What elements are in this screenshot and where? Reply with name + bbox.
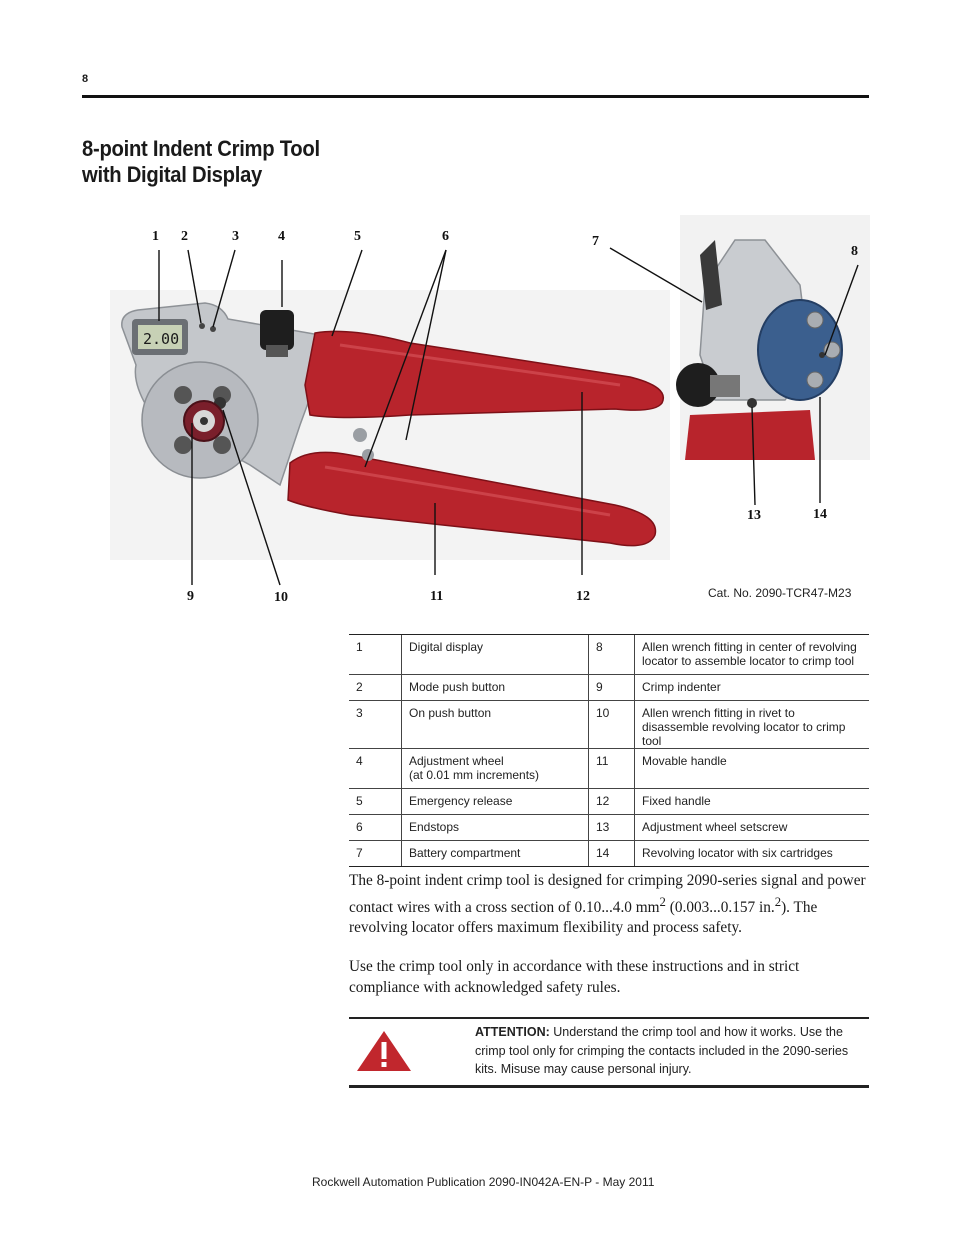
legend-description: Allen wrench fitting in rivet to disassemble revolving locator to crimp tool [635, 701, 870, 749]
legend-row [349, 635, 869, 675]
legend-description: Digital display [402, 635, 589, 675]
endstop-1 [353, 428, 367, 442]
digital-display [132, 319, 188, 355]
warning-triangle-icon [355, 1029, 413, 1073]
legend-description: Emergency release [402, 789, 589, 815]
legend-description: Adjustment wheel setscrew [635, 815, 870, 841]
display-reading: 2.00 [143, 330, 180, 348]
legend-description: Movable handle [635, 749, 870, 789]
callout-12: 12 [576, 589, 590, 604]
legend-number: 8 [589, 635, 635, 675]
legend-description: Battery compartment [402, 841, 589, 867]
legend-row [349, 815, 869, 841]
callout-11: 11 [430, 589, 444, 604]
locator-allen-fitting [819, 352, 825, 358]
intro-paragraph [349, 871, 869, 939]
callout-3: 3 [232, 229, 239, 244]
callout-9: 9 [187, 589, 194, 604]
legend-row [349, 749, 869, 789]
intro-superscript-2: 2 [774, 894, 782, 909]
crimp-tool-figure [110, 215, 870, 615]
intro-text-a: The 8-point indent crimp tool is designed for crimping 2090-series signal and power contact wires with a cross section of 0.10...4.0 mm [349, 872, 866, 916]
callout-7: 7 [592, 234, 599, 249]
callout-1: 1 [152, 229, 159, 244]
legend-number: 4 [349, 749, 402, 789]
callout-10: 10 [274, 590, 288, 605]
mode-button [199, 323, 205, 329]
usage-paragraph: Use the crimp tool only in accordance with these instructions and in strict compliance with acknowledged safety rules. [349, 958, 800, 996]
title-line-1: 8-point Indent Crimp Tool [82, 136, 320, 161]
callout-2: 2 [181, 229, 188, 244]
legend-number: 13 [589, 815, 635, 841]
intro-text-b: (0.003...0.157 in. [665, 898, 775, 916]
attention-label: ATTENTION: [475, 1025, 550, 1039]
legend-number: 1 [349, 635, 402, 675]
callout-6: 6 [442, 229, 449, 244]
legend-number: 6 [349, 815, 402, 841]
catalog-number: Cat. No. 2090-TCR47-M23 [708, 586, 852, 600]
legend-number: 7 [349, 841, 402, 867]
header-rule [82, 95, 869, 98]
legend-row [349, 675, 869, 701]
callout-14: 14 [813, 507, 827, 522]
revolving-locator [758, 300, 842, 400]
attention-text [475, 1023, 865, 1079]
legend-row [349, 789, 869, 815]
legend-number: 3 [349, 701, 402, 749]
legend-description: Adjustment wheel (at 0.01 mm increments) [402, 749, 589, 789]
legend-description: Mode push button [402, 675, 589, 701]
legend-number: 10 [589, 701, 635, 749]
setscrew [747, 398, 757, 408]
crimp-indenter [184, 401, 224, 441]
legend-number: 2 [349, 675, 402, 701]
title-line-2: with Digital Display [82, 162, 263, 187]
legend-number: 11 [589, 749, 635, 789]
legend-number: 5 [349, 789, 402, 815]
legend-description: Allen wrench fitting in center of revolving locator to assemble locator to crimp tool [635, 635, 870, 675]
page-title [82, 136, 320, 188]
callout-4: 4 [278, 229, 285, 244]
callout-8: 8 [851, 244, 858, 259]
legend-description: Fixed handle [635, 789, 870, 815]
attention-box [349, 1017, 869, 1088]
legend-row [349, 701, 869, 749]
callout-5: 5 [354, 229, 361, 244]
legend-row [349, 841, 869, 867]
intro-text-c: ). The revolving locator offers maximum flexibility and process safety. [349, 898, 818, 937]
legend-description: Revolving locator with six cartridges [635, 841, 870, 867]
legend-number: 12 [589, 789, 635, 815]
legend-number: 9 [589, 675, 635, 701]
footer: Rockwell Automation Publication 2090-IN042A-EN-P - May 2011 [312, 1175, 655, 1189]
legend-description: Endstops [402, 815, 589, 841]
intro-superscript-1: 2 [659, 894, 666, 909]
legend-table [349, 634, 869, 867]
callout-13: 13 [747, 508, 761, 523]
attention-message: Understand the crimp tool and how it works. Use the crimp tool only for crimping the contacts included in the 2090-series kits. Misuse may cause personal injury. [475, 1025, 849, 1076]
legend-description: On push button [402, 701, 589, 749]
legend-number: 14 [589, 841, 635, 867]
legend-description: Crimp indenter [635, 675, 870, 701]
page-number: 8 [82, 73, 89, 85]
